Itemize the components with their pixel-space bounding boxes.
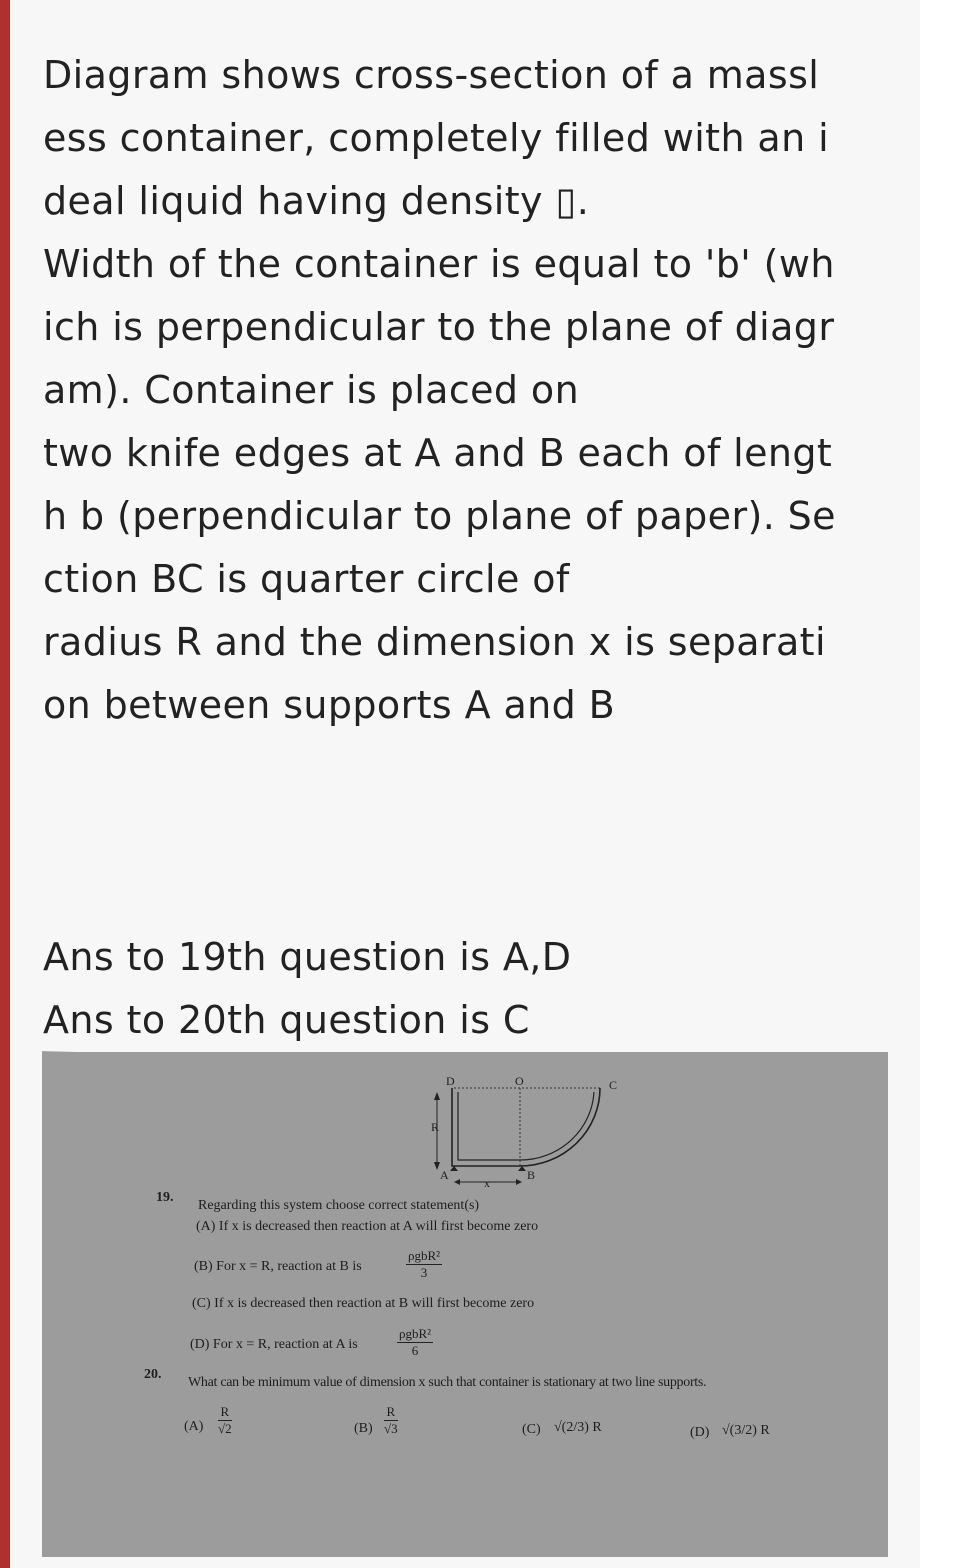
- q20-option-a-fraction: [218, 1404, 232, 1437]
- q19-option-d: (D) For x = R, reaction at A is: [190, 1337, 358, 1352]
- q20-b-denominator: √3: [384, 1421, 398, 1436]
- scanned-question-image: [42, 1052, 888, 1557]
- label-O: O: [515, 1074, 524, 1088]
- container-diagram: [422, 1074, 622, 1194]
- q19-option-d-fraction: [397, 1326, 433, 1359]
- q20-number: 20.: [144, 1367, 162, 1382]
- q19-option-a: (A) If x is decreased then reaction at A will first become zero: [196, 1219, 539, 1234]
- q20-option-b-fraction: [384, 1404, 398, 1437]
- q19-number: 19.: [156, 1190, 174, 1205]
- q20-a-denominator: √2: [218, 1421, 232, 1436]
- paragraph-line: h b (perpendicular to plane of paper). Se: [43, 494, 836, 538]
- paragraph-line: am). Container is placed on: [43, 368, 580, 412]
- q19-b-numerator: ρgbR²: [408, 1248, 441, 1263]
- question-description: [43, 44, 893, 737]
- paragraph-line: ich is perpendicular to the plane of diagr: [43, 305, 835, 349]
- label-B: B: [527, 1168, 536, 1182]
- left-accent-bar: [0, 0, 10, 1568]
- q19-b-denominator: 3: [420, 1265, 428, 1280]
- label-C: C: [609, 1078, 618, 1092]
- q19-option-b-fraction: [406, 1248, 442, 1281]
- q20-option-d-value: √(3/2) R: [722, 1423, 770, 1438]
- label-x: x: [484, 1176, 490, 1190]
- q20-option-a-label: (A): [184, 1419, 204, 1434]
- paragraph-line: on between supports A and B: [43, 683, 616, 727]
- label-R: R: [431, 1120, 440, 1134]
- q19-d-numerator: ρgbR²: [399, 1326, 432, 1341]
- q19-option-b: (B) For x = R, reaction at B is: [194, 1259, 362, 1274]
- q20-a-numerator: R: [218, 1404, 232, 1421]
- q19-option-c: (C) If x is decreased then reaction at B will first become zero: [192, 1296, 535, 1311]
- paragraph-line: Width of the container is equal to 'b' (wh: [43, 242, 835, 286]
- q19-d-denominator: 6: [411, 1343, 419, 1358]
- q20-option-b-label: (B): [354, 1421, 373, 1436]
- answer-line-19: Ans to 19th question is A,D: [43, 935, 572, 979]
- q20-b-numerator: R: [384, 1404, 398, 1421]
- paragraph-line: two knife edges at A and B each of lengt: [43, 431, 833, 475]
- q20-option-c-label: (C): [522, 1422, 541, 1437]
- paragraph-line: ction BC is quarter circle of: [43, 557, 570, 601]
- paragraph-line: deal liquid having density ▯.: [43, 179, 590, 223]
- answers: [43, 926, 571, 1052]
- answer-line-20: Ans to 20th question is C: [43, 998, 530, 1042]
- label-D: D: [446, 1074, 455, 1088]
- q19-stem: Regarding this system choose correct statement(s): [198, 1198, 480, 1213]
- q20-option-c-value: √(2/3) R: [554, 1420, 602, 1435]
- paragraph-line: ess container, completely filled with an i: [43, 116, 830, 160]
- q20-stem: What can be minimum value of dimension x such that container is stationary at two line supports.: [188, 1375, 707, 1390]
- paragraph-line: Diagram shows cross-section of a massl: [43, 53, 820, 97]
- q20-option-d-label: (D): [690, 1425, 710, 1440]
- label-A: A: [440, 1168, 449, 1182]
- paragraph-line: radius R and the dimension x is separati: [43, 620, 826, 664]
